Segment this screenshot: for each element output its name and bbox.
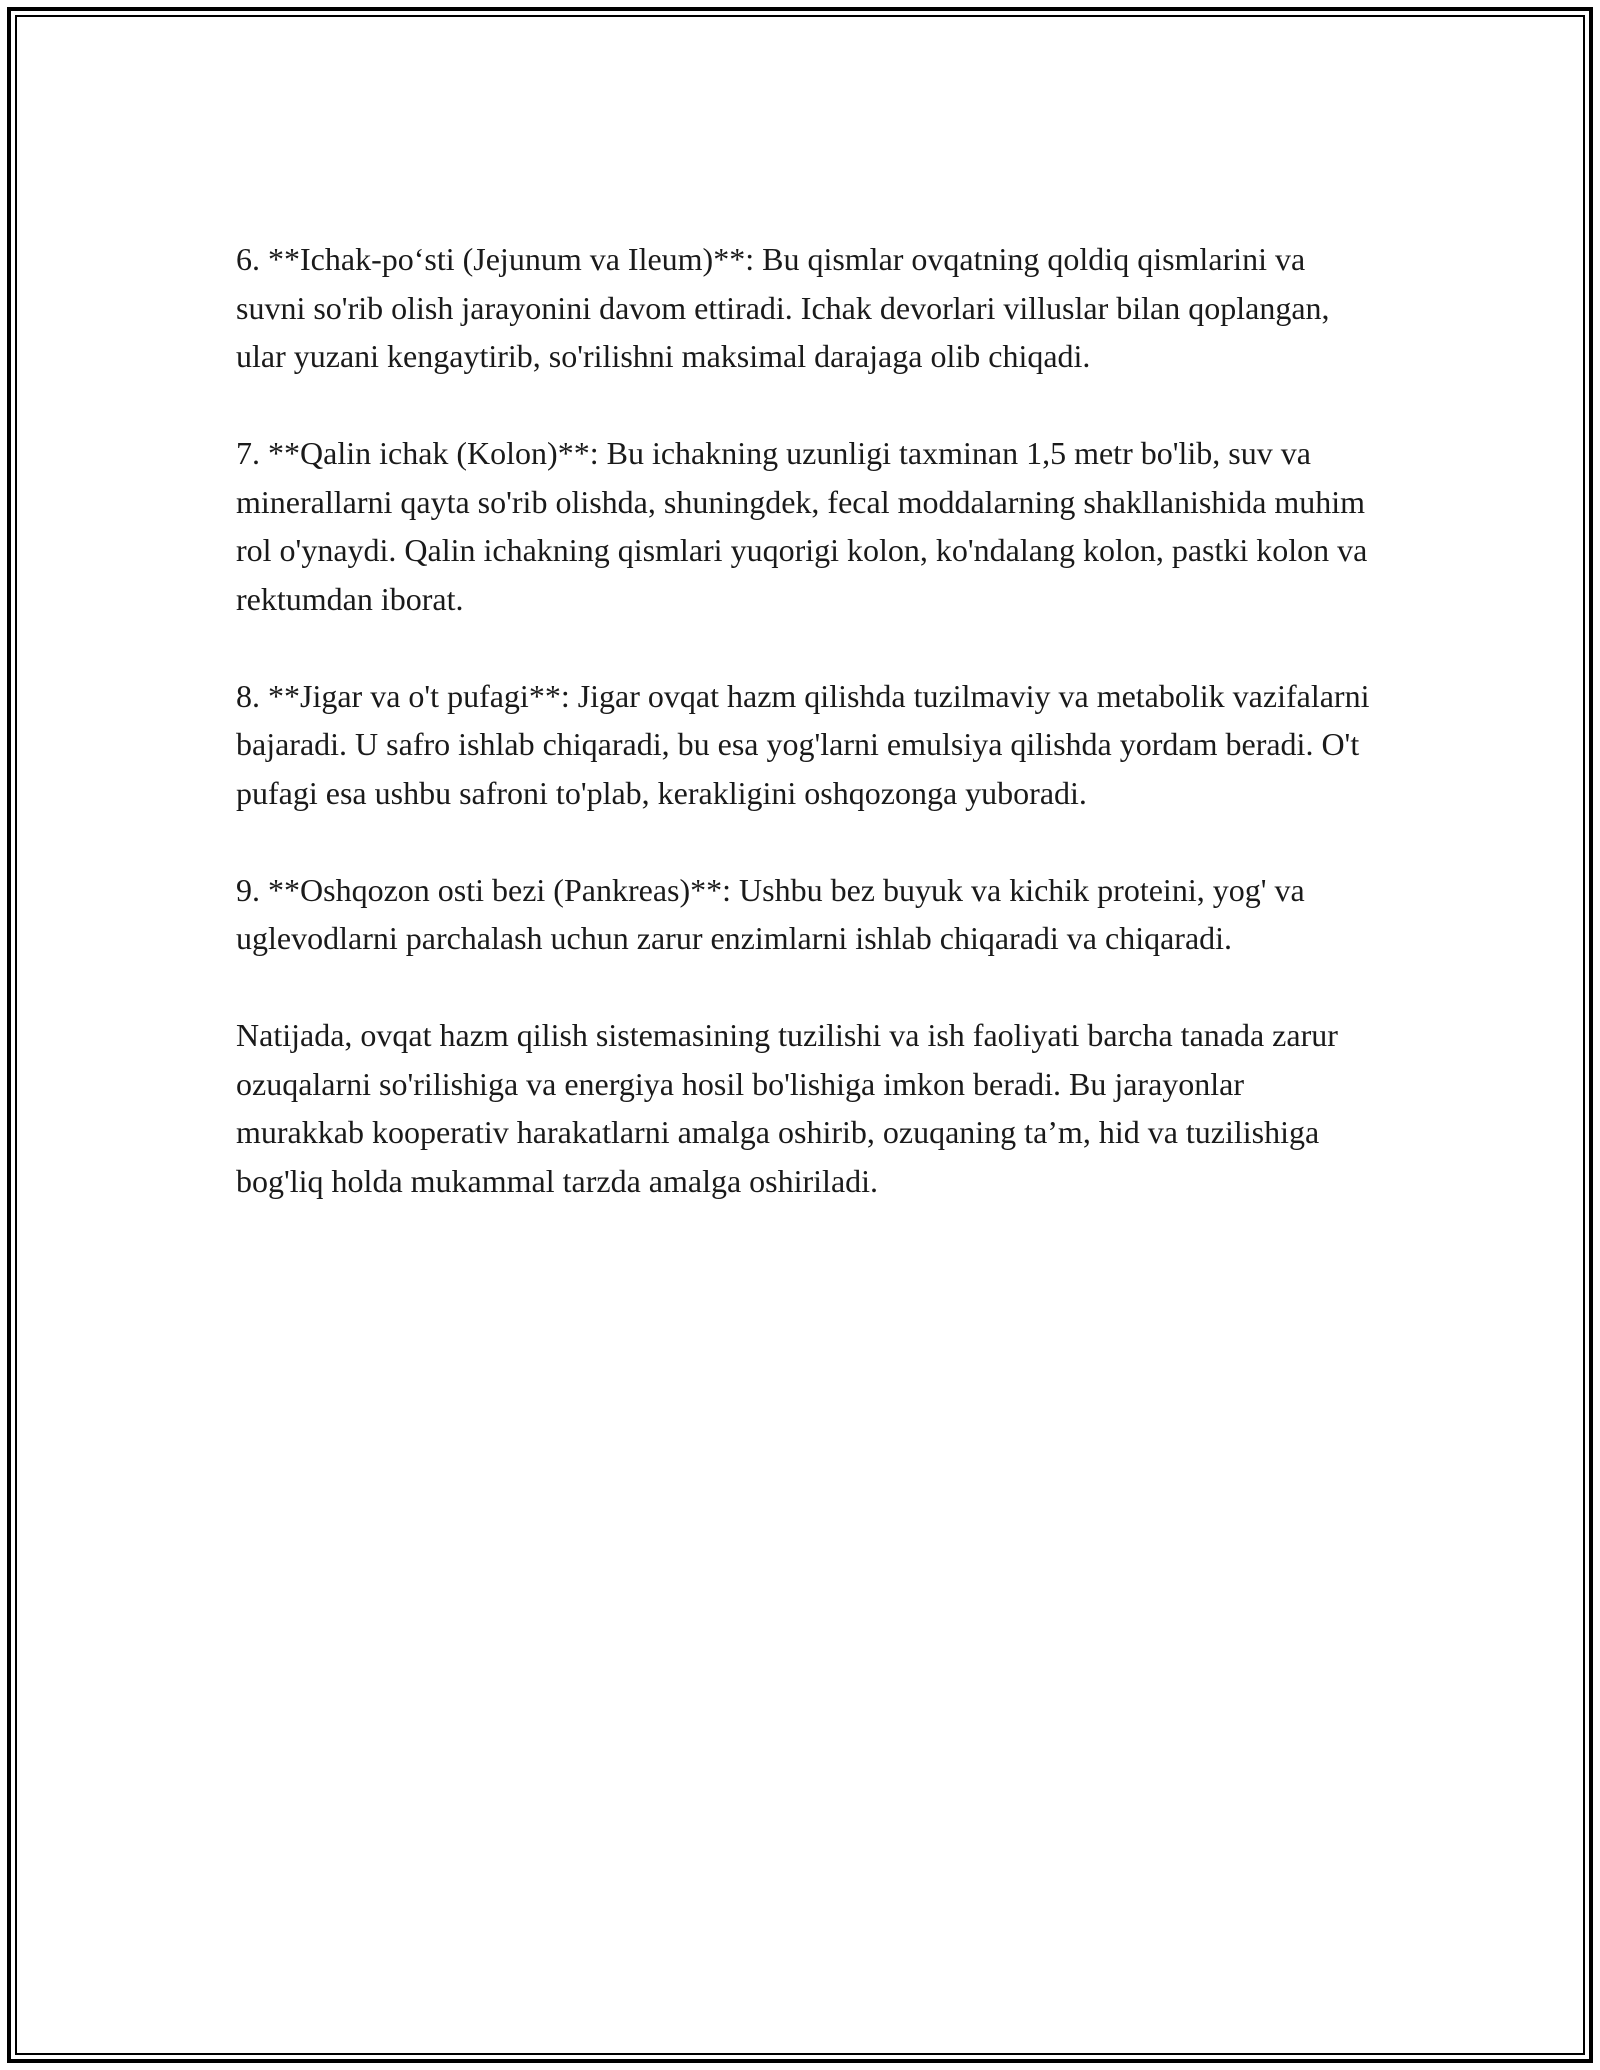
paragraph-small-intestine: 6. **Ichak-po‘sti (Jejunum va Ileum)**: Bu qismlar ovqatning qoldiq qismlarini va suvni so'rib olish jarayonini davom ettiradi. Ichak devorlari villuslar bilan qoplangan, ular yuzani kengaytirib, so'rilishni maksimal darajaga olib chiqadi. bbox=[236, 241, 1330, 374]
paragraph-liver-gallbladder: 8. **Jigar va o't pufagi**: Jigar ovqat hazm qilishda tuzilmaviy va metabolik vazifalarni bajaradi. U safro ishlab chiqaradi, bu esa yog'larni emulsiya qilishda yordam beradi. O't pufagi esa ushbu safroni to'plab, kerakligini oshqozonga yuboradi. bbox=[236, 677, 1370, 811]
paragraph-large-intestine: 7. **Qalin ichak (Kolon)**: Bu ichakning uzunligi taxminan 1,5 metr bo'lib, suv va minerallarni qayta so'rib olishda, shuningdek, fecal moddalarning shakllanishida muhim rol o'ynaydi. Qalin ichakning qismlari yuqorigi kolon, ko'ndalang kolon, pastki kolon va rektumdan iborat. bbox=[236, 435, 1368, 617]
paragraph-conclusion: Natijada, ovqat hazm qilish sistemasining tuzilishi va ish faoliyati barcha tanada zarur ozuqalarni so'rilishiga va energiya hosil bo'lishiga imkon beradi. Bu jarayonlar murakkab kooperativ harakatlarni amalga oshirib, ozuqaning ta’m, hid va tuzilishiga bog'liq holda mukammal tarzda amalga oshiriladi. bbox=[236, 1017, 1338, 1199]
paragraph-pancreas: 9. **Oshqozon osti bezi (Pankreas)**: Ushbu bez buyuk va kichik proteini, yog' va uglevodlarni parchalash uchun zarur enzimlarni ishlab chiqaradi va chiqaradi. bbox=[236, 871, 1305, 956]
document-body bbox=[236, 235, 1376, 1254]
